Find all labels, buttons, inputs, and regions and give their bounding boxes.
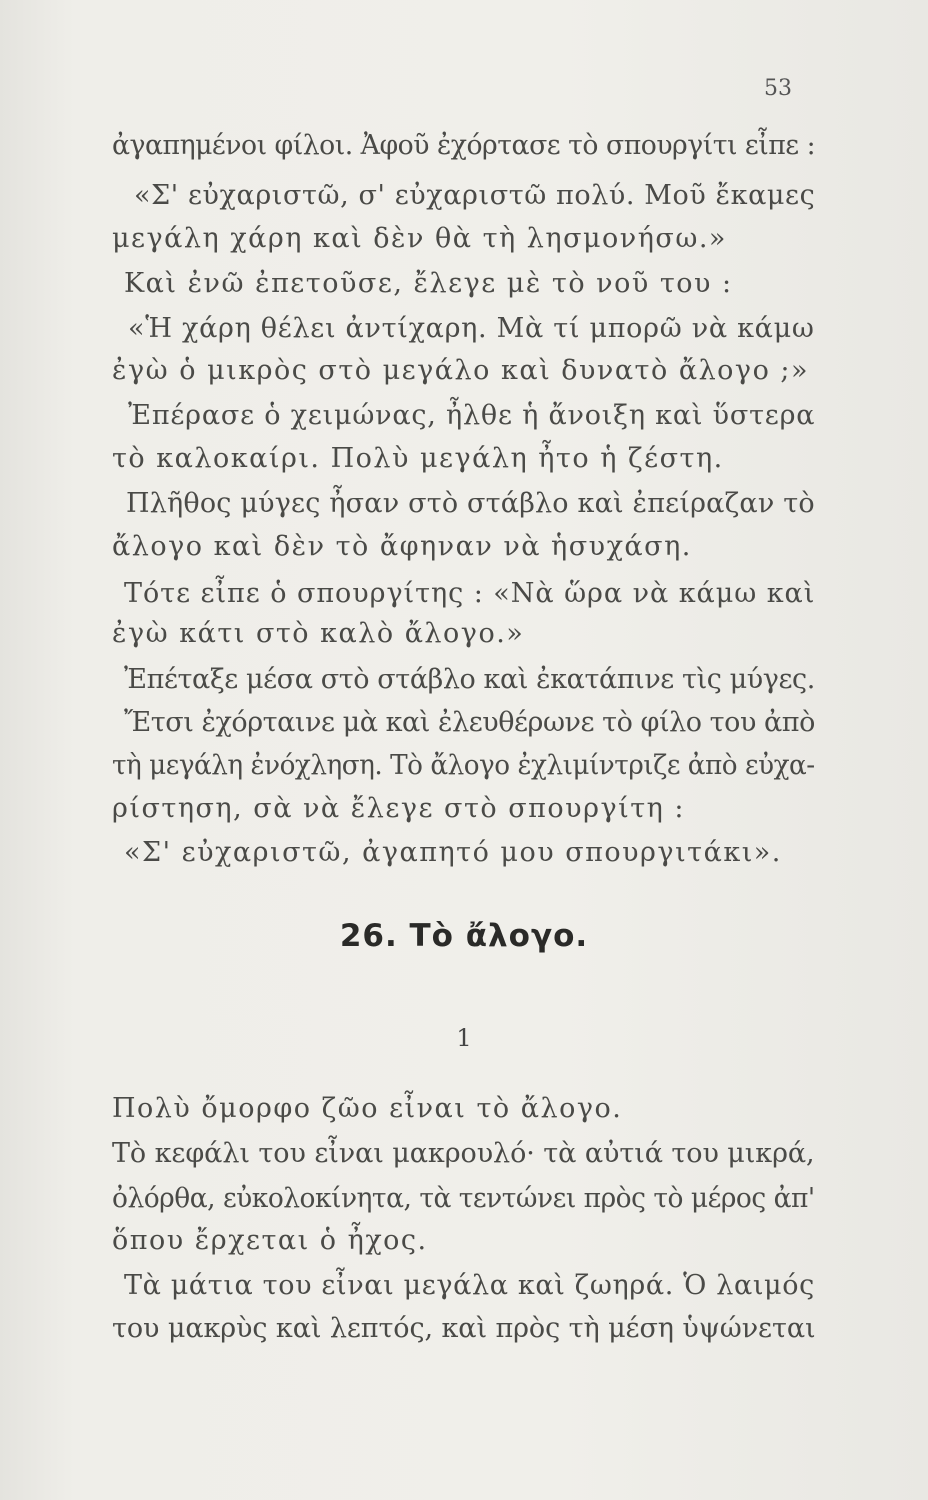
text-line: ρίστηση, σὰ νὰ ἔλεγε στὸ σπουργίτη : <box>112 793 685 824</box>
text-line: Τότε εἶπε ὁ σπουργίτης : «Νὰ ὥρα νὰ κάμω καὶ <box>124 578 816 609</box>
text-line: Τὰ μάτια του εἶναι μεγάλα καὶ ζωηρά. Ὁ λαιμός <box>124 1270 815 1301</box>
text-line: του μακρὺς καὶ λεπτός, καὶ πρὸς τὴ μέση ὑψώνεται <box>112 1313 816 1344</box>
text-line: «Σ' εὐχαριστῶ, σ' εὐχαριστῶ πολύ. Μοῦ ἔκαμες <box>134 180 816 211</box>
text-line: Πολὺ ὄμορφο ζῶο εἶναι τὸ ἄλογο. <box>112 1093 623 1124</box>
text-line: Τὸ κεφάλι του εἶναι μακρουλό· τὰ αὐτιά του μικρά, <box>112 1138 815 1169</box>
text-line: Ἐπέρασε ὁ χειμώνας, ἦλθε ἡ ἄνοιξη καὶ ὕστερα <box>128 400 816 431</box>
section-title: 26. Τὸ ἄλογο. <box>339 918 589 954</box>
text-line: ἐγὼ κάτι στὸ καλὸ ἄλογο.» <box>112 618 525 649</box>
text-line: ἀγαπημένοι φίλοι. Ἀφοῦ ἐχόρτασε τὸ σπουργίτι εἶπε : <box>112 130 816 161</box>
text-line: τὸ καλοκαίρι. Πολὺ μεγάλη ἦτο ἡ ζέστη. <box>112 443 724 474</box>
text-line: «Ἡ χάρη θέλει ἀντίχαρη. Μὰ τί μπορῶ νὰ κάμω <box>128 313 815 344</box>
text-line: Πλῆθος μύγες ἦσαν στὸ στάβλο καὶ ἐπείραζαν τὸ <box>126 488 815 519</box>
text-line: Ἔτσι ἐχόρταινε μὰ καὶ ἐλευθέρωνε τὸ φίλο του ἀπὸ <box>124 707 815 738</box>
text-line: μεγάλη χάρη καὶ δὲν θὰ τὴ λησμονήσω.» <box>112 223 727 254</box>
text-line: ἄλογο καὶ δὲν τὸ ἄφηναν νὰ ἡσυχάση. <box>112 531 692 562</box>
text-line: Ἐπέταξε μέσα στὸ στάβλο καὶ ἐκατάπινε τὶς μύγες. <box>124 664 815 695</box>
text-line: ἐγὼ ὁ μικρὸς στὸ μεγάλο καὶ δυνατὸ ἄλογο ;» <box>112 355 810 386</box>
text-line: «Σ' εὐχαριστῶ, ἀγαπητό μου σπουργιτάκι». <box>124 837 782 868</box>
text-line: τὴ μεγάλη ἐνόχληση. Τὸ ἄλογο ἐχλιμίντριζε ἀπὸ εὐχα- <box>112 750 815 781</box>
page-number: 53 <box>764 76 792 101</box>
section-number: 1 <box>456 1024 472 1052</box>
text-line: Καὶ ἐνῶ ἐπετοῦσε, ἔλεγε μὲ τὸ νοῦ του : <box>124 268 733 299</box>
text-line: ὀλόρθα, εὐκολοκίνητα, τὰ τεντώνει πρὸς τὸ μέρος ἀπ' <box>112 1183 815 1214</box>
text-line: ὅπου ἔρχεται ὁ ἦχος. <box>112 1225 428 1256</box>
